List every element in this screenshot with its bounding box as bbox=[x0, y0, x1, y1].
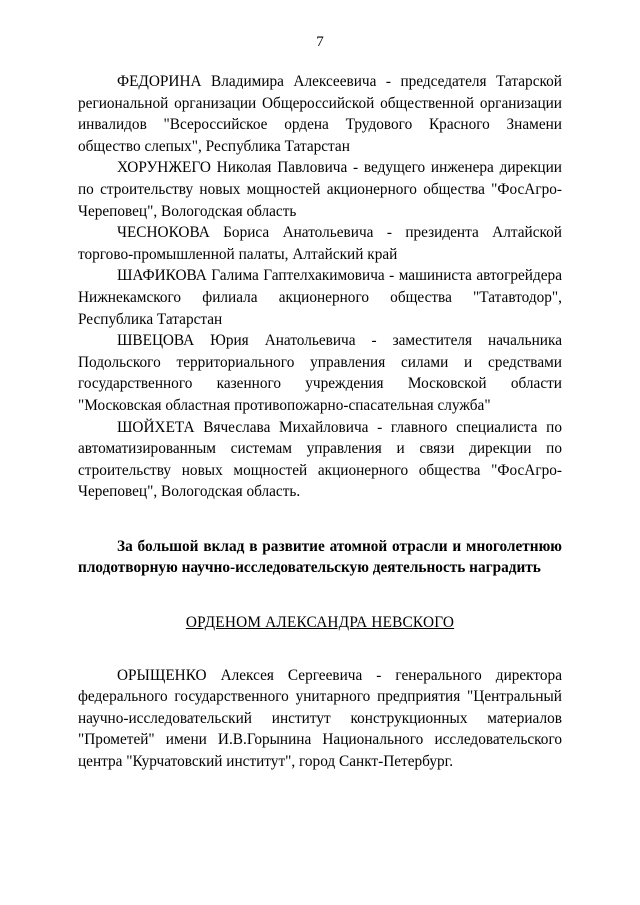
awardee-paragraph: ШАФИКОВА Галима Гаптелхакимовича - машиниста автогрейдера Нижнекамского филиала акционерного общества "Татавтодор", Республика Татарстан bbox=[78, 267, 562, 328]
award-decree-statement: За большой вклад в развитие атомной отрасли и многолетнюю плодотворную научно-исследовательскую деятельность наградить bbox=[78, 537, 562, 577]
awardee-paragraph: ОРЫЩЕНКО Алексея Сергеевича - генерального директора федерального государственного унитарного предприятия "Центральный научно-исследовательский институт конструкционных материалов "Прометей" имени И.В.Горынина Национального исследовательского центра "Курчатовский институт", город Санкт-Петербург. bbox=[78, 666, 562, 771]
awardee-paragraph: ШВЕЦОВА Юрия Анатольевича - заместителя начальника Подольского территориального управления силами и средствами государственного казенного учреждения Московской области "Московская областная противопожарно-спасательная служба" bbox=[78, 332, 562, 414]
awardee-paragraph: ХОРУНЖЕГО Николая Павловича - ведущего инженера дирекции по строительству новых мощностей акционерного общества "ФосАгро-Череповец", Вологодская область bbox=[78, 159, 562, 220]
document-body bbox=[78, 71, 562, 773]
page-number: 7 bbox=[316, 34, 324, 50]
awardee-paragraph: ЧЕСНОКОВА Бориса Анатольевича - президента Алтайской торгово-промышленной палаты, Алтайский край bbox=[78, 224, 562, 263]
order-title: ОРДЕНОМ АЛЕКСАНДРА НЕВСКОГО bbox=[185, 614, 455, 632]
awardee-paragraph: ШОЙХЕТА Вячеслава Михайловича - главного специалиста по автоматизированным системам управления и связи дирекции по строительству новых мощностей акционерного общества "ФосАгро-Череповец", Вологодская область. bbox=[78, 418, 562, 501]
awardee-paragraph: ФЕДОРИНА Владимира Алексеевича - председателя Татарской региональной организации Общероссийской общественной организации инвалидов "Всероссийское ордена Трудового Красного Знамени общество слепых", Республика Татарстан bbox=[78, 73, 562, 155]
